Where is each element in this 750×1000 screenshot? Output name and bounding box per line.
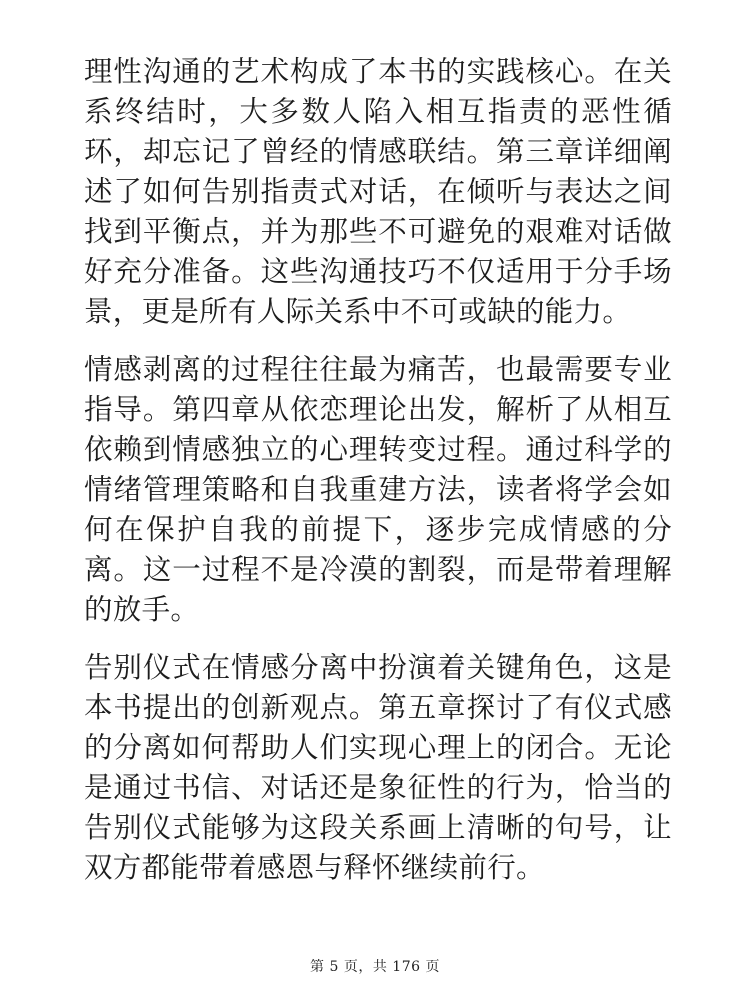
paragraph-farewell-ritual: 告别仪式在情感分离中扮演着关键角色，这是本书提出的创新观点。第五章探讨了有仪式感的分离如何帮助人们实现心理上的闭合。无论是通过书信、对话还是象征性的行为，恰当的告别仪式能够为这段关系画上清晰的句号，让双方都能带着感恩与释怀继续前行。	[84, 651, 672, 884]
page-number-footer: 第 5 页，共 176 页	[310, 959, 440, 975]
paragraph-rational-communication: 理性沟通的艺术构成了本书的实践核心。在关系终结时，大多数人陷入相互指责的恶性循环，却忘记了曾经的情感联结。第三章详细阐述了如何告别指责式对话，在倾听与表达之间找到平衡点，并为那些不可避免的艰难对话做好充分准备。这些沟通技巧不仅适用于分手场景，更是所有人际关系中不可或缺的能力。	[84, 55, 672, 328]
paragraph-emotional-detachment: 情感剥离的过程往往最为痛苦，也最需要专业指导。第四章从依恋理论出发，解析了从相互依赖到情感独立的心理转变过程。通过科学的情绪管理策略和自我重建方法，读者将学会如何在保护自我的前提下，逐步完成情感的分离。这一过程不是冷漠的割裂，而是带着理解的放手。	[84, 353, 672, 626]
document-body	[84, 52, 672, 906]
